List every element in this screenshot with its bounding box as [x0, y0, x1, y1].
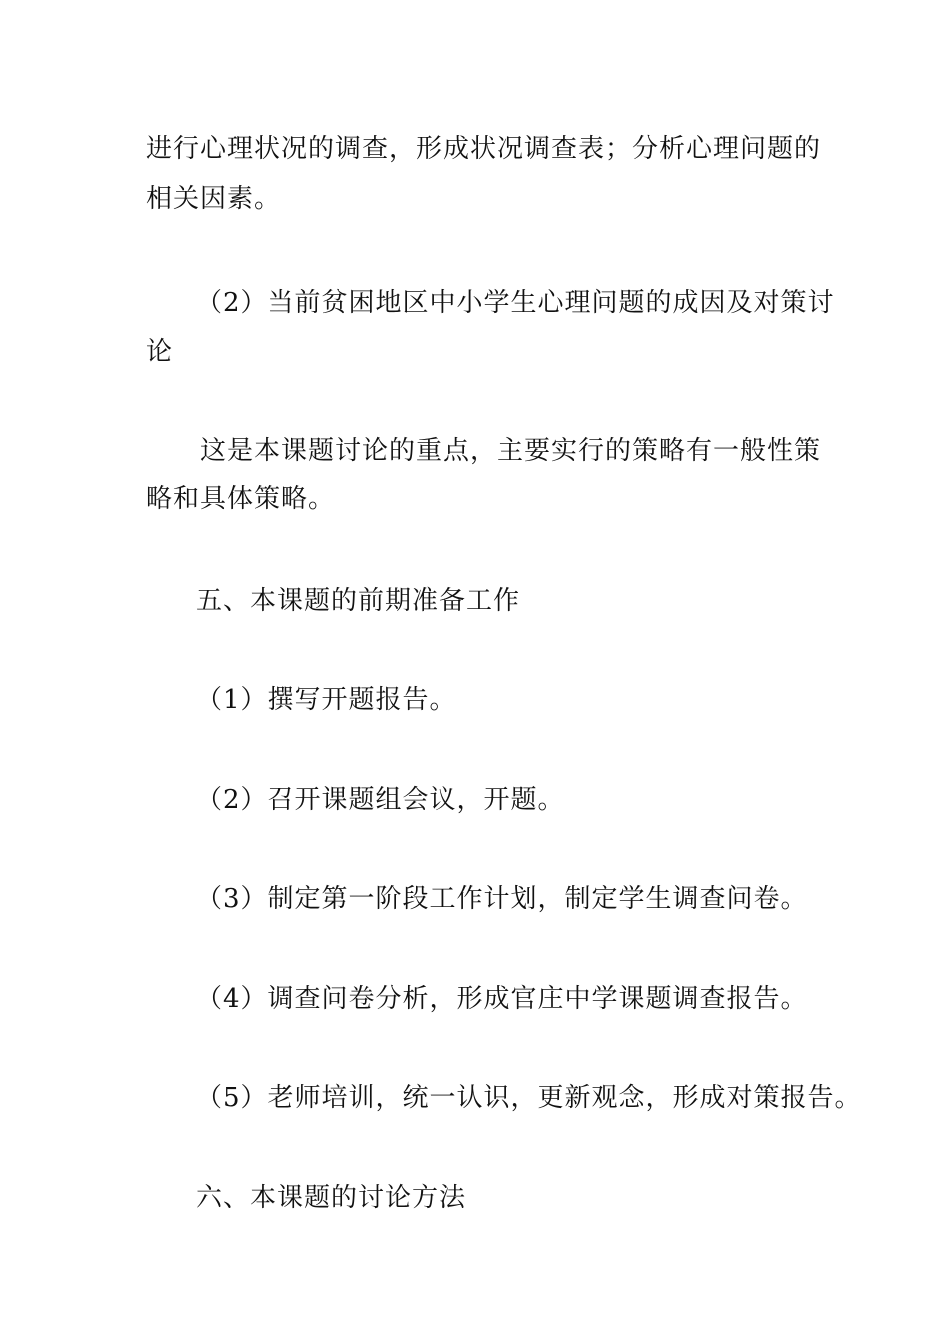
paragraph-3-line-2: 略和具体策略。 — [146, 484, 336, 514]
list-item-5: （5）老师培训，统一认识，更新观念，形成对策报告。 — [196, 1083, 862, 1113]
list-item-3: （3）制定第一阶段工作计划，制定学生调查问卷。 — [196, 884, 808, 914]
section-heading-6: 六、本课题的讨论方法 — [196, 1183, 467, 1213]
paragraph-1-line-1: 进行心理状况的调查，形成状况调查表；分析心理问题的 — [146, 134, 822, 164]
paragraph-2-line-1: （2）当前贫困地区中小学生心理问题的成因及对策讨 — [196, 288, 835, 318]
paragraph-3-line-1: 这是本课题讨论的重点，主要实行的策略有一般性策 — [200, 436, 822, 466]
paragraph-2-line-2: 论 — [146, 337, 174, 367]
paragraph-1-line-2: 相关因素。 — [146, 184, 282, 214]
list-item-2: （2）召开课题组会议，开题。 — [196, 785, 565, 815]
list-item-1: （1）撰写开题报告。 — [196, 685, 457, 715]
list-item-4: （4）调查问卷分析，形成官庄中学课题调查报告。 — [196, 984, 808, 1014]
section-heading-5: 五、本课题的前期准备工作 — [196, 586, 521, 616]
